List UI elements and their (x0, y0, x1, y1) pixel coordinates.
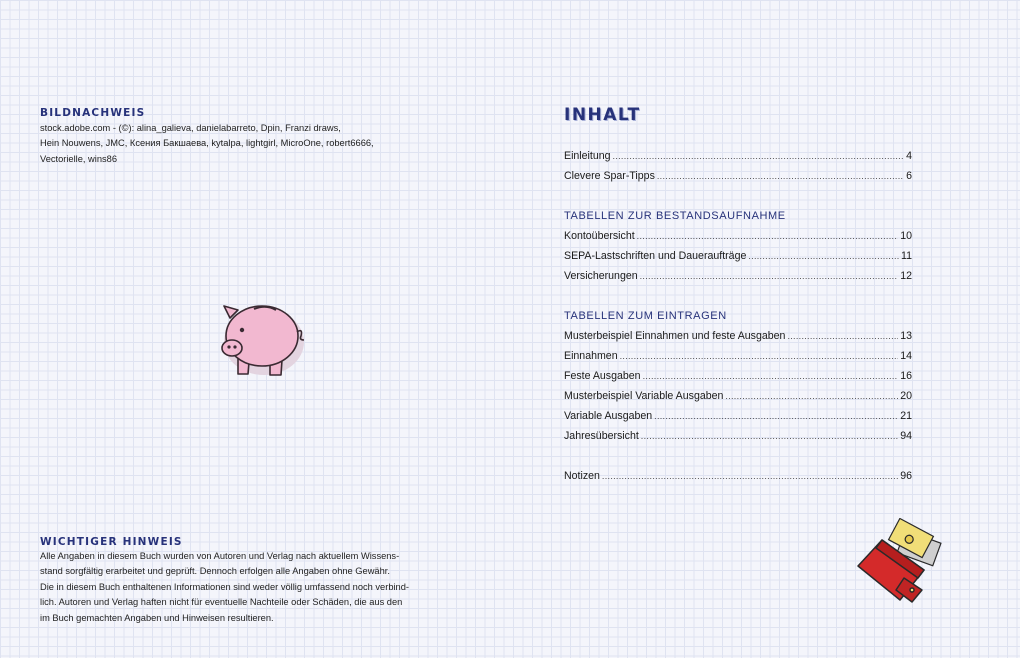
toc-entry-page: 11 (901, 250, 912, 262)
toc-entry-label: Musterbeispiel Variable Ausgaben (564, 390, 724, 402)
wallet-icon (852, 518, 946, 608)
notice-text (40, 549, 409, 626)
toc-entry-label: Kontoübersicht (564, 230, 635, 242)
toc-entry-page: 14 (900, 350, 912, 362)
toc-entry-label: Feste Ausgaben (564, 370, 641, 382)
toc-entry-page: 10 (900, 230, 912, 242)
toc-section-bestandsaufnahme: TABELLEN ZUR BESTANDSAUFNAHME (564, 210, 786, 222)
toc-entry-jahresuebersicht[interactable] (564, 426, 912, 446)
toc-title: INHALT (564, 105, 641, 125)
table-of-contents (564, 146, 912, 486)
toc-entry-feste-ausgaben[interactable] (564, 366, 912, 386)
notice-line: im Buch gemachten Angaben und Hinweisen resultieren. (40, 612, 274, 623)
piggy-bank-icon (212, 296, 308, 384)
notice-line: Die in diesem Buch enthaltenen Informationen sind weder völlig umfassend noch verbind- (40, 581, 409, 592)
toc-entry-einleitung[interactable] (564, 146, 912, 166)
toc-entry-label: Clevere Spar-Tipps (564, 170, 655, 182)
toc-entry-page: 13 (900, 330, 912, 342)
toc-entry-page: 94 (900, 430, 912, 442)
toc-entry-label: Variable Ausgaben (564, 410, 653, 422)
toc-entry-label: Notizen (564, 470, 600, 482)
toc-entry-notizen[interactable] (564, 466, 912, 486)
toc-entry-page: 21 (900, 410, 912, 422)
toc-entry-label: Einnahmen (564, 350, 618, 362)
toc-entry-versicherungen[interactable] (564, 266, 912, 286)
toc-section-eintragen: TABELLEN ZUM EINTRAGEN (564, 310, 727, 322)
credits-line: Hein Nouwens, JMC, Ксения Бакшаева, kytalpa, lightgirl, MicroOne, robert6666, (40, 138, 374, 149)
notice-line: Alle Angaben in diesem Buch wurden von Autoren und Verlag nach aktuellem Wissens- (40, 551, 400, 561)
toc-entry-label: Jahresübersicht (564, 430, 639, 442)
toc-entry-page: 4 (906, 150, 912, 162)
credits-text (40, 121, 374, 167)
toc-entry-spar-tipps[interactable] (564, 166, 912, 186)
notice-line: lich. Autoren und Verlag haften nicht für eventuelle Nachteile oder Schäden, die aus den (40, 597, 403, 608)
toc-entry-page: 12 (900, 270, 912, 282)
toc-entry-variable-ausgaben[interactable] (564, 406, 912, 426)
credits-title: BILDNACHWEIS (40, 107, 146, 119)
toc-entry-page: 6 (906, 170, 912, 182)
toc-entry-page: 96 (900, 470, 912, 482)
toc-entry-label: Einleitung (564, 150, 611, 162)
toc-entry-sepa[interactable] (564, 246, 912, 266)
notice-title: WICHTIGER HINWEIS (40, 536, 183, 548)
toc-entry-page: 20 (900, 390, 912, 402)
toc-entry-kontouebersicht[interactable] (564, 226, 912, 246)
toc-entry-label: Musterbeispiel Einnahmen und feste Ausgaben (564, 330, 786, 342)
toc-entry-label: Versicherungen (564, 270, 638, 282)
toc-entry-einnahmen[interactable] (564, 346, 912, 366)
toc-entry-page: 16 (900, 370, 912, 382)
toc-entry-label: SEPA-Lastschriften und Daueraufträge (564, 250, 747, 262)
credits-line: stock.adobe.com - (©): alina_galieva, danielabarreto, Dpin, Franzi draws, (40, 123, 341, 133)
credits-line: Vectorielle, wins86 (40, 153, 117, 164)
toc-entry-muster-einnahmen[interactable] (564, 326, 912, 346)
notice-line: stand sorgfältig erarbeitet und geprüft. Dennoch erfolgen alle Angaben ohne Gewähr. (40, 566, 390, 577)
toc-entry-muster-variable[interactable] (564, 386, 912, 406)
